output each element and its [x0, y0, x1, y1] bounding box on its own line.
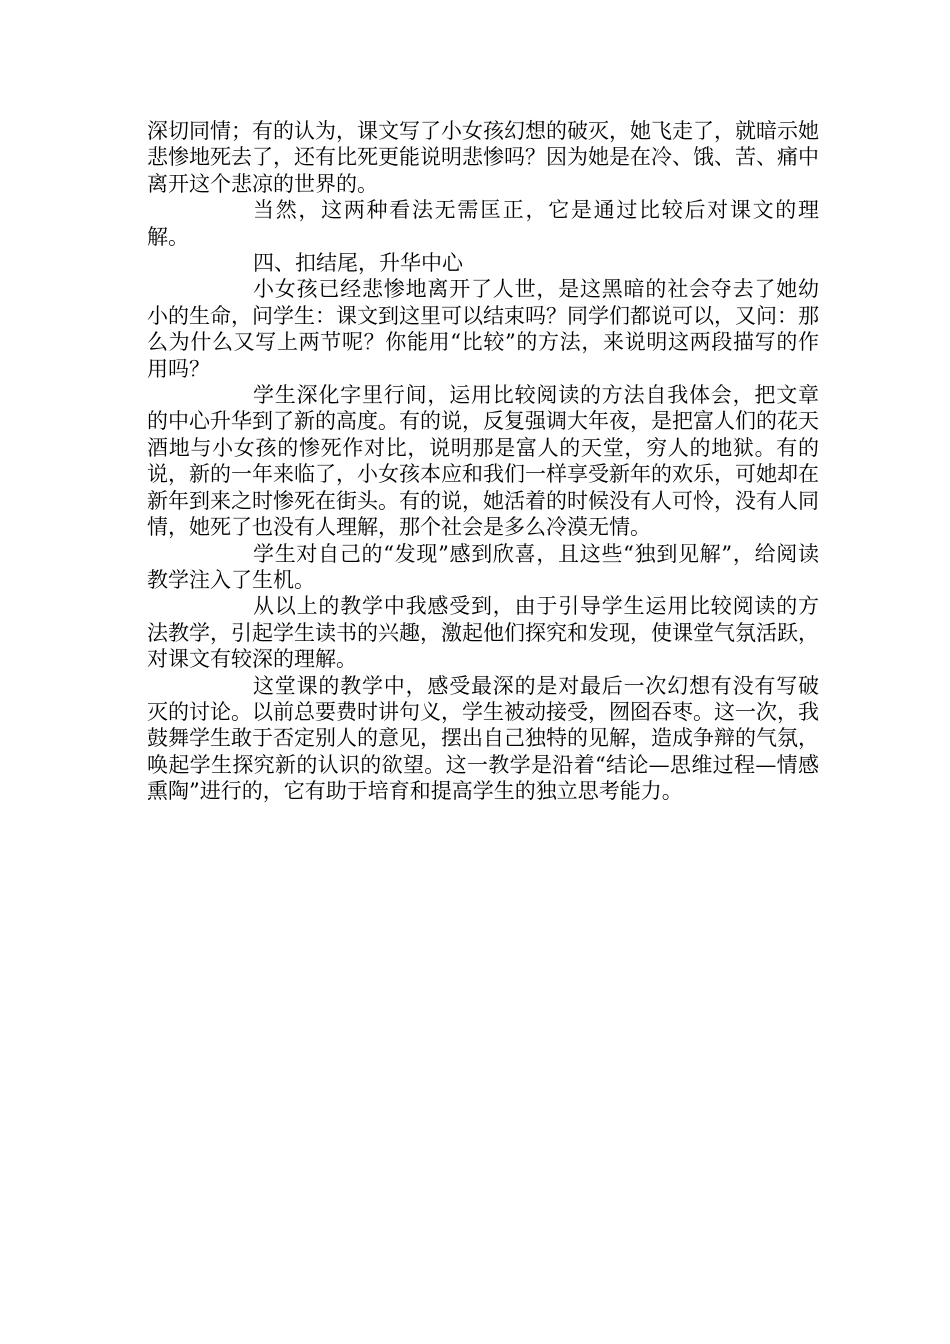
- paragraph-teaching-reflection: 从以上的教学中我感受到，由于引导学生运用比较阅读的方法教学，引起学生读书的兴趣，激起他们探究和发现，使课堂气氛活跃，对课文有较深的理解。: [147, 594, 819, 672]
- paragraph-note-on-views: 当然，这两种看法无需匡正，它是通过比较后对课文的理解。: [147, 198, 819, 249]
- paragraph-continuation: 深切同情；有的认为，课文写了小女孩幻想的破灭，她飞走了，就暗示她悲惨地死去了，还有比死更能说明悲惨吗？因为她是在冷、饿、苦、痛中离开这个悲凉的世界的。: [147, 119, 819, 196]
- paragraph-ending-question: 小女孩已经悲惨地离开了人世，是这黑暗的社会夺去了她幼小的生命，问学生：课文到这里可以结束吗？同学们都说可以，又问：那么为什么又写上两节呢？你能用“比较”的方法，来说明这两段描写的作用吗？: [147, 277, 819, 381]
- paragraph-student-discovery: 学生对自己的“发现”感到欣喜，且这些“独到见解”，给阅读教学注入了生机。: [147, 541, 819, 592]
- paragraph-final-reflection: 这堂课的教学中，感受最深的是对最后一次幻想有没有写破灭的讨论。以前总要费时讲句义，学生被动接受，囫囵吞枣。这一次，我鼓舞学生敢于否定别人的意见，摆出自己独特的见解，造成争辩的气氛，唤起学生探究新的认识的欲望。这一教学是沿着“结论—思维过程—情感熏陶”进行的，它有助于培育和提高学生的独立思考能力。: [147, 673, 819, 804]
- section-heading-four: 四、扣结尾，升华中心: [253, 251, 463, 276]
- document-body: [147, 118, 819, 805]
- paragraph-student-insights: 学生深化字里行间，运用比较阅读的方法自我体会，把文章的中心升华到了新的高度。有的说，反复强调大年夜，是把富人们的花天酒地与小女孩的惨死作对比，说明那是富人的天堂，穷人的地狱。有的说，新的一年来临了，小女孩本应和我们一样享受新年的欢乐，可她却在新年到来之时惨死在街头。有的说，她活着的时候没有人可怜，没有人同情，她死了也没有人理解，那个社会是多么冷漠无情。: [147, 383, 819, 540]
